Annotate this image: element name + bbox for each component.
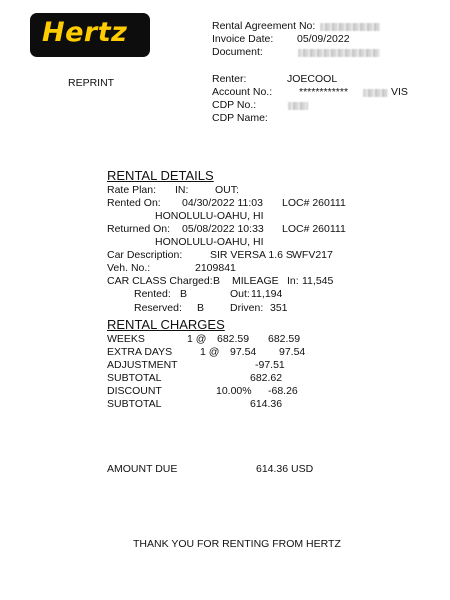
rented-city: HONOLULU-OAHU, HI [155,210,264,222]
rented-on-value: 04/30/2022 11:03 [182,197,263,209]
charge-amount: 682.59 [268,333,301,345]
charge-qty: 1 @ [187,333,207,345]
charge-label: DISCOUNT [107,385,162,397]
charge-label: SUBTOTAL [107,398,162,410]
charge-amount: 614.36 [250,398,283,410]
charge-amount: 97.54 [279,346,306,358]
returned-city: HONOLULU-OAHU, HI [155,236,264,248]
car-class-label: CAR CLASS Charged: [107,275,213,287]
charge-label: ADJUSTMENT [107,359,178,371]
document-label: Document: [212,46,263,58]
hertz-logo [30,13,150,57]
charge-label: EXTRA DAYS [107,346,173,358]
rented-on-label: Rented On: [107,197,161,209]
charge-label: SUBTOTAL [107,372,162,384]
charge-amount: 682.62 [250,372,283,384]
mileage-out-value: 11,194 [251,288,283,300]
account-label: Account No.: [212,86,273,98]
rented-loc: LOC# 260111 [282,197,346,209]
reprint-label: REPRINT [68,77,115,89]
rate-out-label: OUT: [215,184,239,196]
car-description-value: SIR VERSA 1.6 S [210,249,293,261]
rented-class-label: Rented: [134,288,171,300]
mileage-in-value: 11,545 [302,275,334,287]
reserved-value: B [197,302,205,314]
charge-rate: 682.59 [217,333,250,345]
account-suffix: VIS [391,86,408,98]
cdp-no-redacted [288,102,308,110]
charge-rate: 97.54 [230,346,257,358]
mileage-in-label: In: [287,275,299,287]
car-plate: WFV217 [292,249,333,261]
rental-details-title: RENTAL DETAILS [107,168,214,183]
cdp-no-label: CDP No.: [212,99,257,111]
returned-on-label: Returned On: [107,223,171,235]
rate-in-label: IN: [175,184,189,196]
rental-charges-title: RENTAL CHARGES [107,317,225,332]
agreement-no-redacted [320,23,380,31]
returned-loc: LOC# 260111 [282,223,346,235]
charge-amount: -97.51 [255,359,285,371]
mileage-out-label: Out: [230,288,250,300]
account-masked: ************ [299,86,349,98]
renter-value: JOECOOL [287,73,338,85]
veh-no-label: Veh. No.: [107,262,151,274]
charge-qty: 1 @ [200,346,220,358]
invoice-date-label: Invoice Date: [212,33,274,45]
document-redacted [298,49,380,57]
veh-no-value: 2109841 [195,262,236,274]
mileage-label: MILEAGE [232,275,279,287]
cdp-name-label: CDP Name: [212,112,268,124]
charge-rate: 10.00% [216,385,252,397]
hertz-logo-text: Hertz [42,17,128,48]
rate-plan-label: Rate Plan: [107,184,157,196]
thank-you-message: THANK YOU FOR RENTING FROM HERTZ [133,538,341,550]
car-description-label: Car Description: [107,249,183,261]
agreement-no-label: Rental Agreement No: [212,20,316,32]
amount-due-label: AMOUNT DUE [107,463,178,475]
account-redacted [363,89,388,97]
invoice-date-value: 05/09/2022 [297,33,350,45]
rented-class-value: B [180,288,188,300]
charge-label: WEEKS [107,333,145,345]
renter-label: Renter: [212,73,247,85]
driven-label: Driven: [230,302,264,314]
returned-on-value: 05/08/2022 10:33 [182,223,264,235]
driven-value: 351 [270,302,288,314]
reserved-label: Reserved: [134,302,182,314]
amount-due-value: 614.36 USD [256,463,314,475]
charge-amount: -68.26 [268,385,298,397]
car-class-value: B [213,275,221,287]
